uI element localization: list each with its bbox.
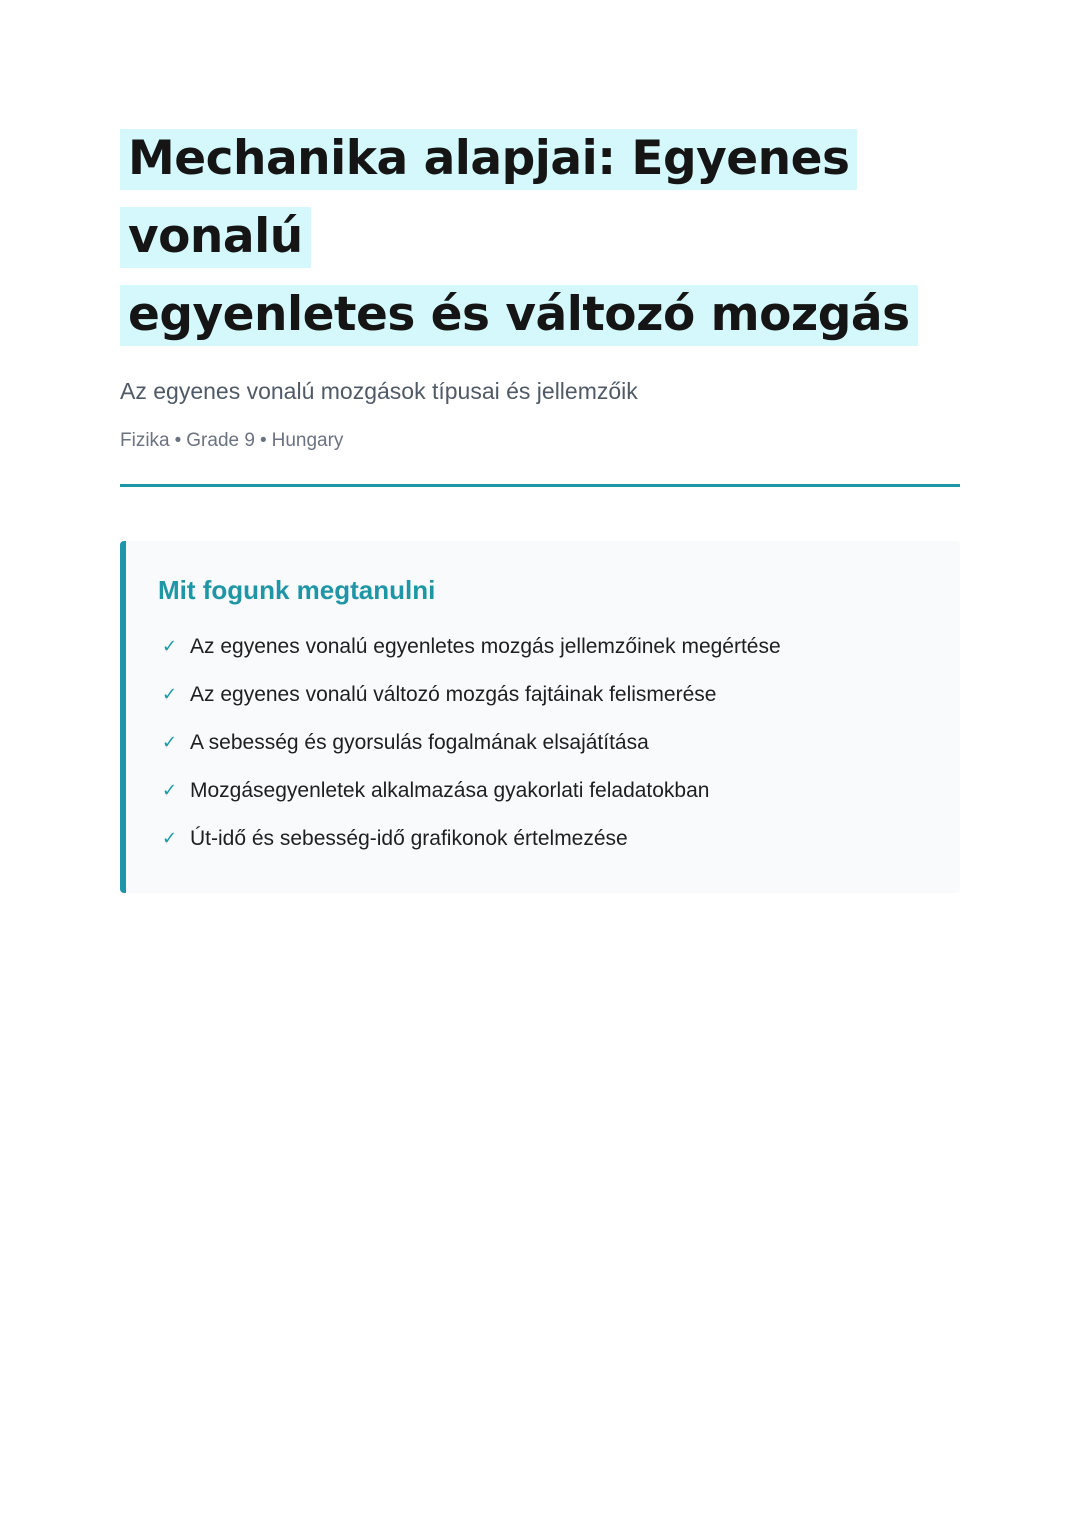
meta-separator: • [174,430,182,451]
check-icon: ✓ [162,780,178,801]
objective-item [158,633,928,661]
check-icon: ✓ [162,636,178,657]
check-icon: ✓ [162,732,178,753]
objectives-list [158,633,928,853]
document-page [120,120,960,893]
objective-text: Az egyenes vonalú változó mozgás fajtáinak felismerése [190,683,717,706]
meta-subject: Fizika [120,430,170,451]
meta-country: Hungary [271,430,344,451]
learning-objectives-panel [120,541,960,893]
objective-item [158,681,928,709]
header-divider [120,484,960,487]
meta-separator: • [259,430,267,451]
objectives-heading: Mit fogunk megtanulni [158,575,436,605]
check-icon: ✓ [162,828,178,849]
objective-text: Mozgásegyenletek alkalmazása gyakorlati feladatokban [190,779,710,802]
objective-text: Út-idő és sebesség-idő grafikonok értelmezése [190,827,628,850]
objective-text: Az egyenes vonalú egyenletes mozgás jellemzőinek megértése [190,635,781,658]
page-title [120,120,960,354]
title-line-2: egyenletes és változó mozgás [120,285,918,346]
objective-item [158,729,928,757]
page-subtitle: Az egyenes vonalú mozgások típusai és jellemzőik [120,378,638,404]
title-line-1: Mechanika alapjai: Egyenes vonalú [120,129,857,268]
objective-item [158,825,928,853]
check-icon: ✓ [162,684,178,705]
objective-item [158,777,928,805]
objective-text: A sebesség és gyorsulás fogalmának elsajátítása [190,731,649,754]
meta-grade: Grade 9 [186,430,255,451]
meta-line [120,428,960,454]
